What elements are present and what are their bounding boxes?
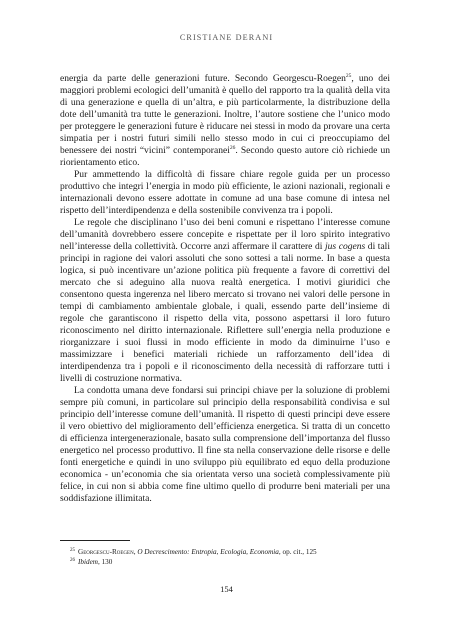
footnote-number: 25 — [70, 547, 75, 553]
paragraph-p2 — [60, 169, 390, 217]
text-run: . Secondo questo autore ciò richiede un riorientamento etico. — [60, 145, 390, 168]
text-run: , uno dei maggiori problemi ecologici dell’umanità è quello del rapporto tra la qualità della vita di una generazione e quella di un’altra, e più particolarmente, la distribuzione della dote dell’umanità tra tutte le generazioni. Inoltre, l’autore sostiene che l’unico modo per proteggere le generazioni future è riducare nei stessi in modo da provare una certa simpatia per i nostri futuri simili nello stesso modo in cui ci preoccupiamo del benessere dei nostri “vicini” contemporanei — [60, 73, 390, 156]
text-run: La condotta umana deve fondarsi sui principi chiave per la soluzione di problemi sempre più comuni, in particolare sul principio della responsabilità condivisa e sul principio dell’interesse comune dell’umanità. Il rispetto di questi principi deve essere il vero obiettivo del miglioramento dell’efficienza energetica. Si tratta di un concetto di efficienza intergenerazionale, basato sulla comprensione dell’importanza del flusso energetico nel processo produttivo. Il fine sta nella conservazione delle risorse e delle fonti energetiche e quindi in uno sviluppo più equilibrato ed equo della produzione economica - un’economia che sia orientata verso una società complessivamente più felice, in cui non si abbia come fine ultimo quello di produrre beni materiali per una soddisfazione illimitata. — [60, 385, 390, 504]
paragraph-p4 — [60, 385, 390, 505]
footnote-title: O Decrescimento: Entropia, Ecologia, Economia — [137, 548, 279, 556]
footnotes — [70, 547, 390, 567]
text-run: di tali principi in ragione dei valori assoluti che sono sottesi a tali norme. In base a questa logica, si può incentivare un’azione politica più frequente a favore di correttivi del mercato che si adeguino alla nuova realtà energetica. I motivi giuridici che consentono questa ingerenza nel libero mercato si trovano nei valori delle persone in tempi di cambiamento ambientale globale, i quali, essendo parte dell’insieme di regole che garantiscono il rispetto della vita, possono aspettarsi il loro futuro riconoscimento nel diritto internazionale. Riflettere sull’energia nella produzione e riorganizzare i suoi flussi in modo efficiente in modo da diminuirne l’uso e massimizzare i benefici materiali richiede un rafforzamento dell’idea di interdipendenza tra i popoli e il riconoscimento della necessità di rafforzare tutti i livelli di costruzione normativa. — [60, 241, 390, 384]
text-run: energia da parte delle generazioni future. Secondo Georgescu-Roegen — [60, 73, 346, 84]
page-number: 154 — [220, 584, 233, 594]
footnote-25: $^{25}$ Georgescu-Roegen, O Decrescimento: Entropia, Ecologia, Economia, op. cit., 125 — [70, 547, 317, 556]
running-head: CRISTIANE DERANI — [179, 33, 274, 42]
footnote-rest: , 130 — [97, 558, 113, 566]
footnote-rest: , op. cit., 125 — [278, 548, 317, 556]
paragraph-p1 — [60, 73, 390, 169]
text-run: Le regole che disciplinano l’uso dei beni comuni e rispettano l’interesse comune dell’umanità dovrebbero essere concepite e rispettate per il loro spirito integrativo nell’interesse della collettività. Occorre anzi affermare il carattere di — [60, 217, 390, 252]
italic-term: jus cogens — [324, 241, 366, 252]
body-text — [60, 73, 390, 505]
footnote-ref: 25 — [345, 72, 352, 79]
footnote-author: Georgescu-Roegen — [78, 548, 134, 556]
footnote-26 — [70, 557, 390, 567]
paragraph-p3 — [60, 217, 390, 385]
footnote-separator — [60, 540, 130, 541]
footnote-ref: 26 — [229, 144, 236, 151]
text-run: Pur ammettendo la difficoltà di fissare chiare regole guida per un processo produttivo che integri l’energia in modo più efficiente, le azioni nazionali, regionali e internazionali devono essere adottate in comune ad una base comune di intesa nel rispetto dell’interdipendenza e della sostenibile convivenza tra i popoli. — [60, 169, 390, 216]
footnote-title: Ibidem — [78, 558, 98, 566]
footnote-number: 26 — [70, 557, 75, 563]
